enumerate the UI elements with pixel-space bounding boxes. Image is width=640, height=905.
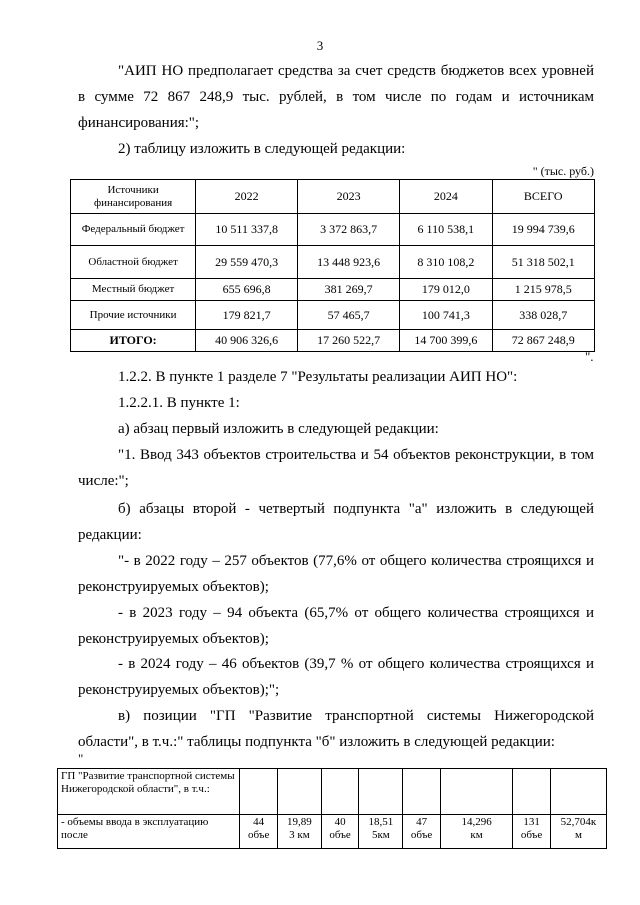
year-2023-line-1: - в 2023 году – 94 объекта (65,7% от общего количества строящихся и (118, 605, 594, 621)
table-cell: 1 215 978,5 (492, 279, 594, 301)
column-header: Источники финансирования (71, 180, 196, 214)
intro-line-3: финансирования:"; (78, 115, 200, 131)
table-cell (240, 769, 278, 815)
row-label: Местный бюджет (71, 279, 196, 301)
table-cell: 18,51 5км (359, 815, 403, 849)
subitem-a: а) абзац первый изложить в следующей редакции: (118, 421, 439, 437)
table-cell: 338 028,7 (492, 301, 594, 330)
subitem-b-line-1: б) абзацы второй - четвертый подпункта "а" изложить в следующей (118, 501, 594, 517)
subitem-b-line-2: редакции: (78, 527, 142, 543)
table-cell: 179 012,0 (400, 279, 492, 301)
table-cell: 57 465,7 (298, 301, 400, 330)
table-cell: 44 объе (240, 815, 278, 849)
table-cell (321, 769, 359, 815)
total-label: ИТОГО: (71, 330, 196, 352)
table-cell: 8 310 108,2 (400, 246, 492, 279)
column-header: 2024 (400, 180, 492, 214)
program-table (57, 768, 607, 849)
table-cell: 655 696,8 (196, 279, 298, 301)
table-cell: 6 110 538,1 (400, 214, 492, 246)
item-2-heading: 2) таблицу изложить в следующей редакции: (118, 141, 406, 157)
year-2024-line-1: - в 2024 году – 46 объектов (39,7 % от общего количества строящихся и (118, 656, 594, 672)
section-1-2-2: 1.2.2. В пункте 1 разделе 7 "Результаты реализации АИП НО": (118, 369, 518, 385)
table-cell: 52,704к м (550, 815, 606, 849)
table-cell (550, 769, 606, 815)
table-cell: 40 объе (321, 815, 359, 849)
table-row (58, 769, 607, 815)
table-cell: 17 260 522,7 (298, 330, 400, 352)
subitem-v-line-1: в) позиции "ГП "Развитие транспортной системы Нижегородской (118, 708, 594, 724)
table-cell (513, 769, 551, 815)
table-cell (440, 769, 512, 815)
table-cell: 3 372 863,7 (298, 214, 400, 246)
open-quote: " (78, 751, 84, 766)
table-row (71, 246, 595, 279)
table-cell: 13 448 923,6 (298, 246, 400, 279)
column-header: 2023 (298, 180, 400, 214)
column-header: ВСЕГО (492, 180, 594, 214)
table-cell: 10 511 337,8 (196, 214, 298, 246)
table-cell (403, 769, 441, 815)
year-2022-line-1: "- в 2022 году – 257 объектов (77,6% от общего количества строящихся и (118, 553, 594, 569)
subitem-a-quote-line-2: числе:"; (78, 473, 129, 489)
table-row (71, 214, 595, 246)
row-label: - объемы ввода в эксплуатацию после (58, 815, 240, 849)
table-cell: 19 994 739,6 (492, 214, 594, 246)
table-cell: 14 700 399,6 (400, 330, 492, 352)
intro-line-1: "АИП НО предполагает средства за счет средств бюджетов всех уровней (118, 63, 594, 79)
year-2022-line-2: реконструируемых объектов); (78, 579, 269, 595)
subitem-v-line-2: области", в т.ч.:" таблицы подпункта "б" изложить в следующей редакции: (78, 734, 555, 750)
row-label: ГП "Развитие транспортной системы Нижегородской области", в т.ч.: (58, 769, 240, 815)
page-number: 3 (316, 38, 324, 53)
table-cell: 381 269,7 (298, 279, 400, 301)
section-1-2-2-1: 1.2.2.1. В пункте 1: (118, 395, 240, 411)
row-label: Прочие источники (71, 301, 196, 330)
intro-line-2: в сумме 72 867 248,9 тыс. рублей, в том числе по годам и источникам (78, 89, 594, 105)
table-row (71, 279, 595, 301)
closing-quote: ". (585, 349, 594, 364)
column-header: 2022 (196, 180, 298, 214)
year-2023-line-2: реконструируемых объектов); (78, 631, 269, 647)
table-cell: 100 741,3 (400, 301, 492, 330)
subitem-a-quote-line-1: "1. Ввод 343 объектов строительства и 54 объектов реконструкции, в том (118, 447, 594, 463)
table-cell: 19,89 3 км (277, 815, 321, 849)
table-cell (359, 769, 403, 815)
row-label: Федеральный бюджет (71, 214, 196, 246)
units-note: " (тыс. руб.) (532, 164, 594, 178)
table-total-row (71, 330, 595, 352)
table-cell: 131 объе (513, 815, 551, 849)
table-cell (277, 769, 321, 815)
table-cell: 29 559 470,3 (196, 246, 298, 279)
table-cell: 51 318 502,1 (492, 246, 594, 279)
table-cell: 14,296 км (440, 815, 512, 849)
table-header-row (71, 180, 595, 214)
year-2024-line-2: реконструируемых объектов);"; (78, 682, 280, 698)
table-row (71, 301, 595, 330)
financing-table (70, 179, 595, 352)
table-cell: 40 906 326,6 (196, 330, 298, 352)
table-cell: 47 объе (403, 815, 441, 849)
table-cell: 179 821,7 (196, 301, 298, 330)
row-label: Областной бюджет (71, 246, 196, 279)
table-cell: 72 867 248,9 (492, 330, 594, 352)
table-row (58, 815, 607, 849)
